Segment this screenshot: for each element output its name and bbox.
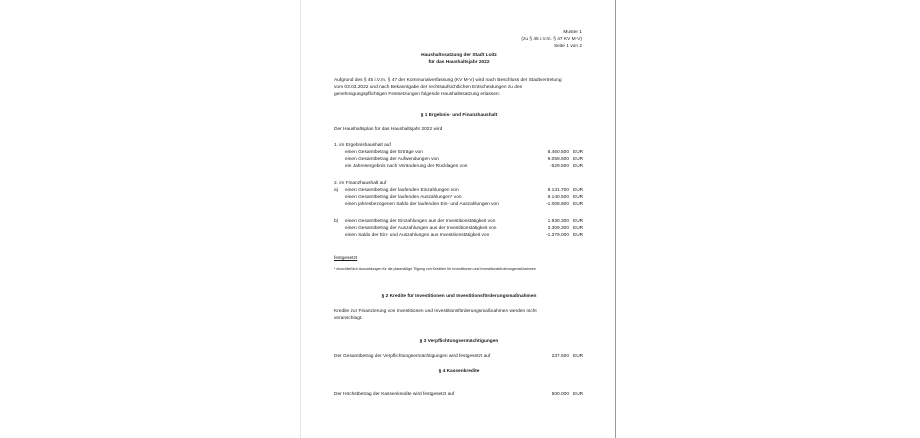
section-2-heading: § 2 Kredite für Investitionen und Investitionsförderungsmaßnahmen (381, 294, 537, 299)
finanz-b-row-3-currency: EUR (573, 233, 584, 238)
section-4-currency: EUR (573, 392, 584, 397)
finanz-a-row-3-text: einen jahresbezogenen Saldo der laufenden Ein- und Auszahlungen von (345, 202, 499, 207)
header-muster: Muster 1 (563, 30, 582, 35)
finanz-b-row-3-text: einen Saldo der Ein- und Auszahlungen aus Investitionstätigkeit von (345, 233, 490, 238)
section-3-heading: § 3 Verpflichtungsermächtigungen (419, 339, 499, 344)
finanz-a-row-1-text: einen Gesamtbetrag der laufenden Einzahlungen von (345, 188, 459, 193)
finanz-b-row-1-text: einen Gesamtbetrag der Einzahlungen aus der Investitionstätigkeit von (345, 219, 496, 224)
header-reference: (zu § 45 i.V.m. § 47 KV M-V) (521, 37, 582, 42)
festgesetzt-label: festgesetzt (334, 256, 358, 261)
section-3-amount: 237.500 (551, 354, 569, 359)
finanz-b-row-3-amount: -1.379.000 (546, 233, 569, 238)
ergebnishaushalt-label: 1. im Ergebnishaushalt auf (334, 143, 391, 148)
section-3-currency: EUR (573, 354, 584, 359)
finanz-a-row-3-amount: -1.008.800 (546, 202, 569, 207)
footnote: * einschließlich Auszahlungen für die planmäßige Tilgung von Krediten für Investitionen und Investitionsförderungsmaßnahmen (334, 267, 536, 271)
section-4-heading: § 4 Kassenkredite (438, 369, 480, 374)
ergebnis-row-3-text: ein Jahresergebnis nach Veränderung der Rücklagen von (345, 164, 468, 169)
finanz-b-label: b) (334, 219, 339, 224)
finanz-a-label: a) (334, 188, 339, 193)
intro-line-1: Aufgrund des § 45 i.V.m. § 47 der Kommunalverfassung (KV M-V) wird nach Beschluss der Stadtvertretung (334, 78, 562, 83)
ergebnis-row-2-text: einen Gesamtbetrag der Aufwendungen von (345, 157, 439, 162)
finanz-a-row-2-text: einen Gesamtbetrag der laufenden Auszahlungen* von (345, 195, 462, 200)
section-2-line-1: Kredite zur Finanzierung von Investitionen und Investitionsförderungsmaßnahmen werden nicht (334, 309, 537, 314)
ergebnis-row-2-amount: 9.059.600 (547, 157, 569, 162)
finanz-a-row-1-amount: 8.131.700 (547, 188, 569, 193)
ergebnis-row-1-amount: 8.460.500 (547, 150, 569, 155)
finanz-b-row-2-amount: 3.309.300 (547, 226, 569, 231)
section-3-text: Der Gesamtbetrag der Verpflichtungsermächtigungen wird festgesetzt auf (334, 354, 491, 359)
ergebnis-row-3-amount: -529.500 (550, 164, 569, 169)
finanz-b-row-1-currency: EUR (573, 219, 584, 224)
ergebnis-row-2-currency: EUR (573, 157, 584, 162)
intro-line-2: vom 03.03.2022 und nach Bekanntgabe der rechtsaufsichtlichen Entscheidungen zu den (334, 85, 523, 90)
finanz-a-row-2-amount: 9.140.500 (547, 195, 569, 200)
document-page (300, 0, 616, 438)
document-subtitle: für das Haushaltsjahr 2022 (428, 60, 490, 65)
intro-line-3: genehmigungspflichtigen Festsetzungen folgende Haushaltssatzung erlassen: (334, 92, 500, 97)
ergebnis-row-1-currency: EUR (573, 150, 584, 155)
document-title: Haushaltssatzung der Stadt Loitz (421, 53, 497, 58)
ergebnis-row-1-text: einen Gesamtbetrag der Erträge von (345, 150, 423, 155)
finanz-a-row-3-currency: EUR (573, 202, 584, 207)
section-1-lead: Der Haushaltsplan für das Haushaltsjahr 2022 wird (334, 127, 443, 132)
header-page-number: Seite 1 von 2 (553, 44, 582, 49)
finanzhaushalt-label: 2. im Finanzhaushalt auf (334, 181, 387, 186)
section-4-amount: 500.000 (551, 392, 569, 397)
finanz-b-row-2-text: einen Gesamtbetrag der Auszahlungen aus der Investitionstätigkeit von (345, 226, 497, 231)
finanz-a-row-2-currency: EUR (573, 195, 584, 200)
section-4-text: Der Höchstbetrag der Kassenkredite wird festgesetzt auf (334, 392, 455, 397)
ergebnis-row-3-currency: EUR (573, 164, 584, 169)
section-1-heading: § 1 Ergebnis- und Finanzhaushalt (420, 113, 498, 118)
section-2-line-2: veranschlagt. (334, 316, 363, 321)
finanz-b-row-2-currency: EUR (573, 226, 584, 231)
finanz-b-row-1-amount: 1.930.300 (547, 219, 569, 224)
finanz-a-row-1-currency: EUR (573, 188, 584, 193)
